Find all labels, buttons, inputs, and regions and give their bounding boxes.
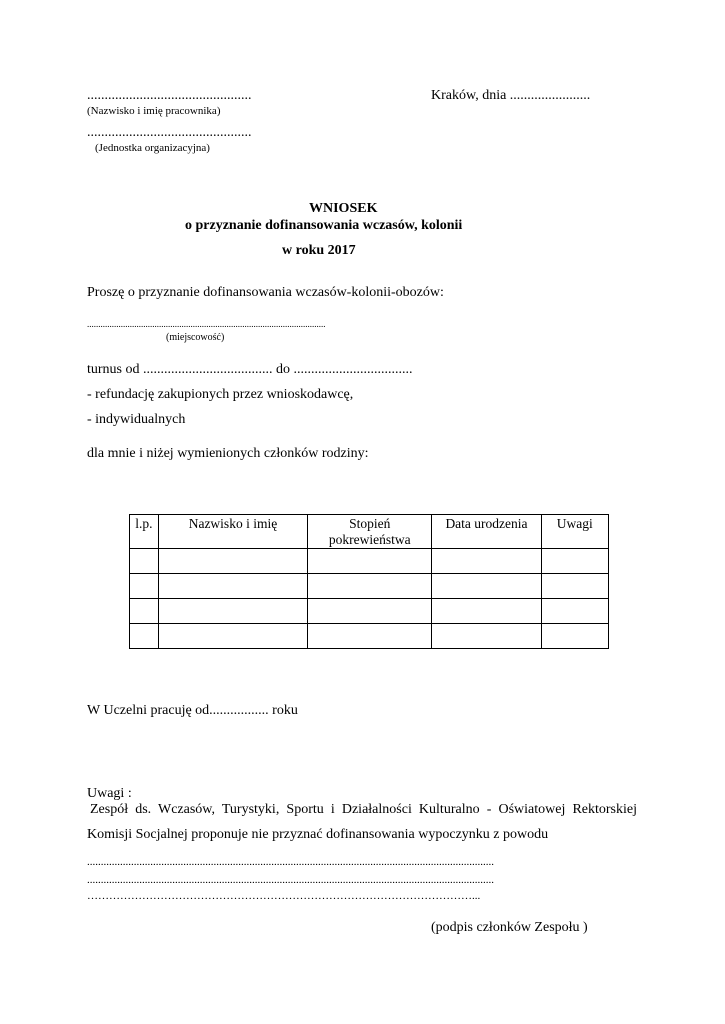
col-header-birthdate: Data urodzenia [432, 515, 541, 549]
request-text: Proszę o przyznanie dofinansowania wczasów-kolonii-obozów: [87, 285, 444, 300]
employee-name-field[interactable]: ............................................... [87, 88, 252, 103]
employment-field[interactable]: W Uczelni pracuję od................. roku [87, 703, 298, 718]
document-title: WNIOSEK [309, 201, 378, 216]
col-header-name: Nazwisko i imię [158, 515, 307, 549]
table-row [130, 549, 609, 574]
family-intro: dla mnie i niżej wymienionych członków rodziny: [87, 446, 369, 461]
table-cell[interactable] [432, 574, 541, 599]
employee-name-caption: (Nazwisko i imię pracownika) [87, 105, 221, 117]
turnus-field[interactable]: turnus od ..................................... do .................................. [87, 362, 413, 377]
option-refund: - refundację zakupionych przez wnioskodawcę, [87, 387, 354, 402]
location-field[interactable]: .......................................................................................................... [87, 319, 326, 329]
remarks-committee-text: Zespół ds. Wczasów, Turystyki, Sportu i Działalności Kulturalno - Oświatowej Rektorskiej [90, 802, 637, 817]
table-cell[interactable] [541, 624, 609, 649]
table-cell[interactable] [432, 599, 541, 624]
table-cell[interactable] [308, 599, 432, 624]
table-cell[interactable] [541, 574, 609, 599]
location-caption: (miejscowość) [166, 332, 225, 343]
table-row [130, 574, 609, 599]
org-unit-field[interactable]: ............................................... [87, 125, 252, 140]
table-cell[interactable] [130, 549, 159, 574]
table-cell[interactable] [158, 574, 307, 599]
place-date-field[interactable]: Kraków, dnia ....................... [431, 88, 591, 103]
table-cell[interactable] [541, 549, 609, 574]
table-cell[interactable] [158, 599, 307, 624]
table-cell[interactable] [541, 599, 609, 624]
remarks-reason-line-2[interactable]: .................................................................................................................................................... [87, 874, 494, 886]
col-header-relation-text: Stopień pokrewieństwa [328, 516, 411, 547]
table-cell[interactable] [130, 599, 159, 624]
remarks-reason-line-3[interactable]: ……………………………………………………………………………………………... [87, 890, 481, 902]
table-cell[interactable] [130, 574, 159, 599]
table-cell[interactable] [308, 574, 432, 599]
table-cell[interactable] [158, 549, 307, 574]
table-cell[interactable] [308, 549, 432, 574]
family-members-table [129, 514, 609, 649]
document-subtitle: o przyznanie dofinansowania wczasów, kolonii [185, 218, 463, 233]
col-header-relation [308, 515, 432, 549]
table-cell[interactable] [432, 624, 541, 649]
table-row [130, 599, 609, 624]
table-row [130, 624, 609, 649]
committee-signature-caption: (podpis członków Zespołu ) [431, 920, 588, 935]
table-cell[interactable] [308, 624, 432, 649]
option-individual: - indywidualnych [87, 412, 186, 427]
table-cell[interactable] [158, 624, 307, 649]
col-header-remarks: Uwagi [541, 515, 609, 549]
remarks-committee-text-2: Komisji Socjalnej proponuje nie przyznać dofinansowania wypoczynku z powodu [87, 827, 549, 842]
table-cell[interactable] [130, 624, 159, 649]
col-header-lp: l.p. [130, 515, 159, 549]
document-year: w roku 2017 [282, 243, 356, 258]
table-cell[interactable] [432, 549, 541, 574]
org-unit-caption: (Jednostka organizacyjna) [95, 142, 210, 154]
remarks-label: Uwagi : [87, 786, 132, 801]
remarks-reason-line-1[interactable]: .................................................................................................................................................... [87, 856, 494, 868]
table-header-row [130, 515, 609, 549]
